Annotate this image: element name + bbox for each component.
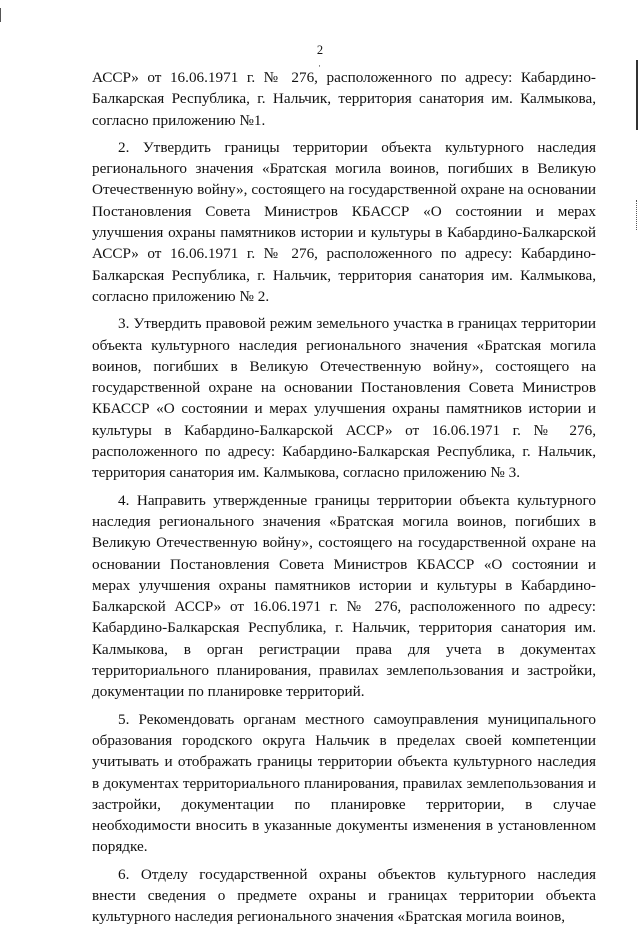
paragraph-item-2: 2. Утвердить границы территории объекта культурного наследия регионального значения «Братская могила воинов, погибших в Великую Отечественную войну», состоящего на государственной охране на основании Постановления Совета Министров КБАССР «О состоянии и мерах улучшения охраны памятников истории и культуры в Кабардино-Балкарской АССР» от 16.06.1971 г. № 276, расположенного по адресу: Кабардино-Балкарская Республика, г. Нальчик, территория санатория им. Калмыкова, согласно приложению № 2. bbox=[92, 138, 596, 305]
document-body bbox=[92, 67, 596, 934]
scan-edge-mark bbox=[632, 200, 637, 230]
scan-edge-mark bbox=[630, 60, 638, 130]
scan-edge-mark bbox=[0, 8, 7, 22]
paragraph-item-5: 5. Рекомендовать органам местного самоуправления муниципального образования городского округа Нальчик в пределах своей компетенции учитывать и отображать границы территории объекта культурного наследия в документах территориального планирования, правилах землепользования и застройки, документации по планировке территории, в случае необходимости вносить в указанные документы изменения в установленном порядке. bbox=[92, 710, 596, 856]
paragraph-item-4: 4. Направить утвержденные границы территории объекта культурного наследия регионального значения «Братская могила воинов, погибших в Великую Отечественную войну», состоящего на государственной охране на основании Постановления Совета Министров КБАССР «О состоянии и мерах улучшения охраны памятников истории и культуры в Кабардино-Балкарской АССР» от 16.06.1971 г. № 276, расположенного по адресу: Кабардино-Балкарская Республика, г. Нальчик, территория санатория им. Калмыкова, в орган регистрации права для учета в документах территориального планирования, правилах землепользования и застройки, документации по планировке территорий. bbox=[92, 491, 596, 701]
page-number: 2 bbox=[316, 43, 324, 57]
paragraph-item-6: 6. Отделу государственной охраны объектов культурного наследия внести сведения о предмете охраны и границах территории объекта культурного наследия регионального значения «Братская могила воинов, bbox=[92, 865, 596, 926]
paragraph-item-3: 3. Утвердить правовой режим земельного участка в границах территории объекта культурного наследия регионального значения «Братская могила воинов, погибших в Великую Отечественную войну», состоящего на государственной охране на основании Постановления Совета Министров КБАССР «О состоянии и мерах улучшения охраны памятников истории и культуры в Кабардино-Балкарской АССР» от 16.06.1971 г. № 276, расположенного по адресу: Кабардино-Балкарская Республика, г. Нальчик, территория санатория им. Калмыкова, согласно приложению № 3. bbox=[92, 315, 596, 482]
scan-dot: · bbox=[318, 61, 321, 71]
paragraph-continuation: АССР» от 16.06.1971 г. № 276, расположенного по адресу: Кабардино-Балкарская Республика, г. Нальчик, территория санатория им. Калмыкова, согласно приложению №1. bbox=[92, 69, 596, 129]
